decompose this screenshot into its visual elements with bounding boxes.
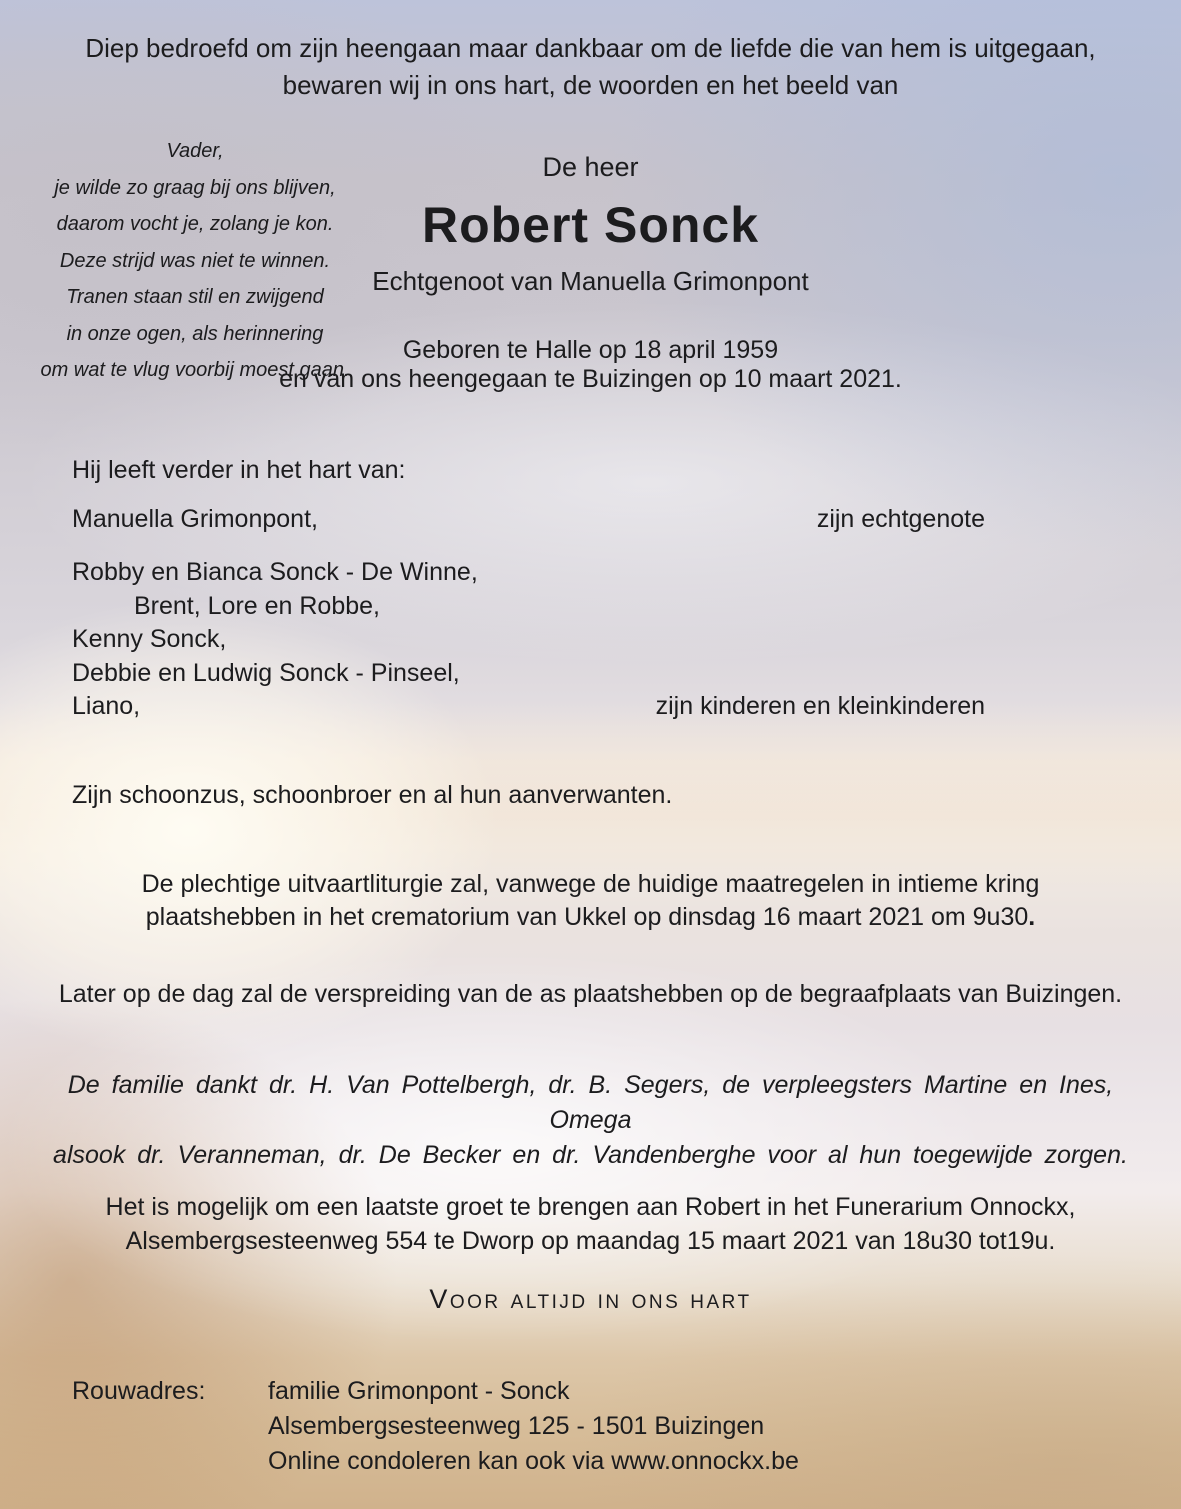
- grandchildren-line: Brent, Lore en Robbe,: [134, 591, 380, 620]
- spouse-name: Manuella Grimonpont,: [72, 505, 318, 533]
- child-line: Kenny Sonck,: [72, 625, 227, 653]
- poem-line: Vader,: [166, 140, 224, 162]
- mourning-address-family: familie Grimonpont - Sonck: [268, 1377, 570, 1405]
- spouse-line: Echtgenoot van Manuella Grimonpont: [372, 266, 809, 296]
- ceremony-block: [0, 868, 1181, 934]
- child-line: Debbie en Ludwig Sonck - Pinseel,: [72, 658, 460, 687]
- thanks-line-2: alsook dr. Veranneman, dr. De Becker en dr. Vandenberghe voor al hun toegewijde zorgen.: [53, 1141, 1128, 1169]
- inlaws-line: Zijn schoonzus, schoonbroer en al hun aanverwanten.: [72, 781, 673, 809]
- mourning-address: [0, 1374, 1181, 1484]
- grandchild-line: Liano,: [72, 692, 141, 720]
- ashes-line: Later op de dag zal de verspreiding van de as plaatshebben op de begraafplaats van Buizingen.: [58, 980, 1123, 1008]
- bold-period: .: [1028, 903, 1036, 931]
- visitation-line-2: Alsembergsesteenweg 554 te Dworp op maandag 15 maart 2021 van 18u30 tot19u.: [125, 1227, 1056, 1255]
- child-line: Robby en Bianca Sonck - De Winne,: [72, 558, 478, 586]
- birth-line: Geboren te Halle op 18 april 1959: [402, 336, 779, 364]
- birth-death-block: [0, 336, 1181, 394]
- farewell-motto: Voor altijd in ons hart: [429, 1284, 752, 1314]
- poem-line: je wilde zo graag bij ons blijven,: [54, 176, 336, 199]
- ceremony-line-2: plaatshebben in het crematorium van Ukkel op dinsdag 16 maart 2021 om 9u30.: [145, 903, 1036, 931]
- poem-line: in onze ogen, als herinnering: [66, 322, 324, 345]
- salutation: De heer: [542, 152, 639, 182]
- children-block: [72, 556, 1109, 724]
- intro-text: [0, 30, 1181, 104]
- ceremony-line-1: De plechtige uitvaartliturgie zal, vanwege de huidige maatregelen in intieme kring: [141, 870, 1040, 898]
- spouse-relation: zijn echtgenote: [816, 505, 985, 533]
- death-line: en van ons heengegaan te Buizingen op 10 maart 2021.: [279, 365, 902, 393]
- intro-line-1: Diep bedroefd om zijn heengaan maar dankbaar om de liefde die van hem is uitgegaan,: [85, 33, 1096, 63]
- spouse-row: [72, 505, 1109, 534]
- intro-line-2: bewaren wij in ons hart, de woorden en het beeld van: [282, 70, 899, 100]
- mourning-address-street: Alsembergsesteenweg 125 - 1501 Buizingen: [268, 1412, 765, 1440]
- poem-line: Tranen staan stil en zwijgend: [66, 286, 324, 308]
- thanks-line-1: De familie dankt dr. H. Van Pottelbergh, dr. B. Segers, de verpleegsters Martine en Ines, Omega: [67, 1071, 1114, 1134]
- visitation-block: [0, 1190, 1181, 1258]
- children-relation: zijn kinderen en kleinkinderen: [655, 692, 985, 720]
- mourning-address-online: Online condoleren kan ook via www.onnockx.be: [268, 1447, 799, 1475]
- deceased-name: Robert Sonck: [421, 197, 760, 253]
- mourning-address-label: Rouwadres:: [72, 1377, 206, 1405]
- thanks-block: [40, 1068, 1141, 1173]
- survivors-heading: Hij leeft verder in het hart van:: [72, 456, 406, 484]
- visitation-line-1: Het is mogelijk om een laatste groet te brengen aan Robert in het Funerarium Onnockx,: [105, 1193, 1076, 1221]
- poem-line: om wat te vlug voorbij moest gaan.: [40, 359, 350, 381]
- poem-line: Deze strijd was niet te winnen.: [59, 249, 331, 272]
- mourning-address-values: [268, 1374, 799, 1479]
- poem-line: daarom vocht je, zolang je kon.: [56, 213, 334, 235]
